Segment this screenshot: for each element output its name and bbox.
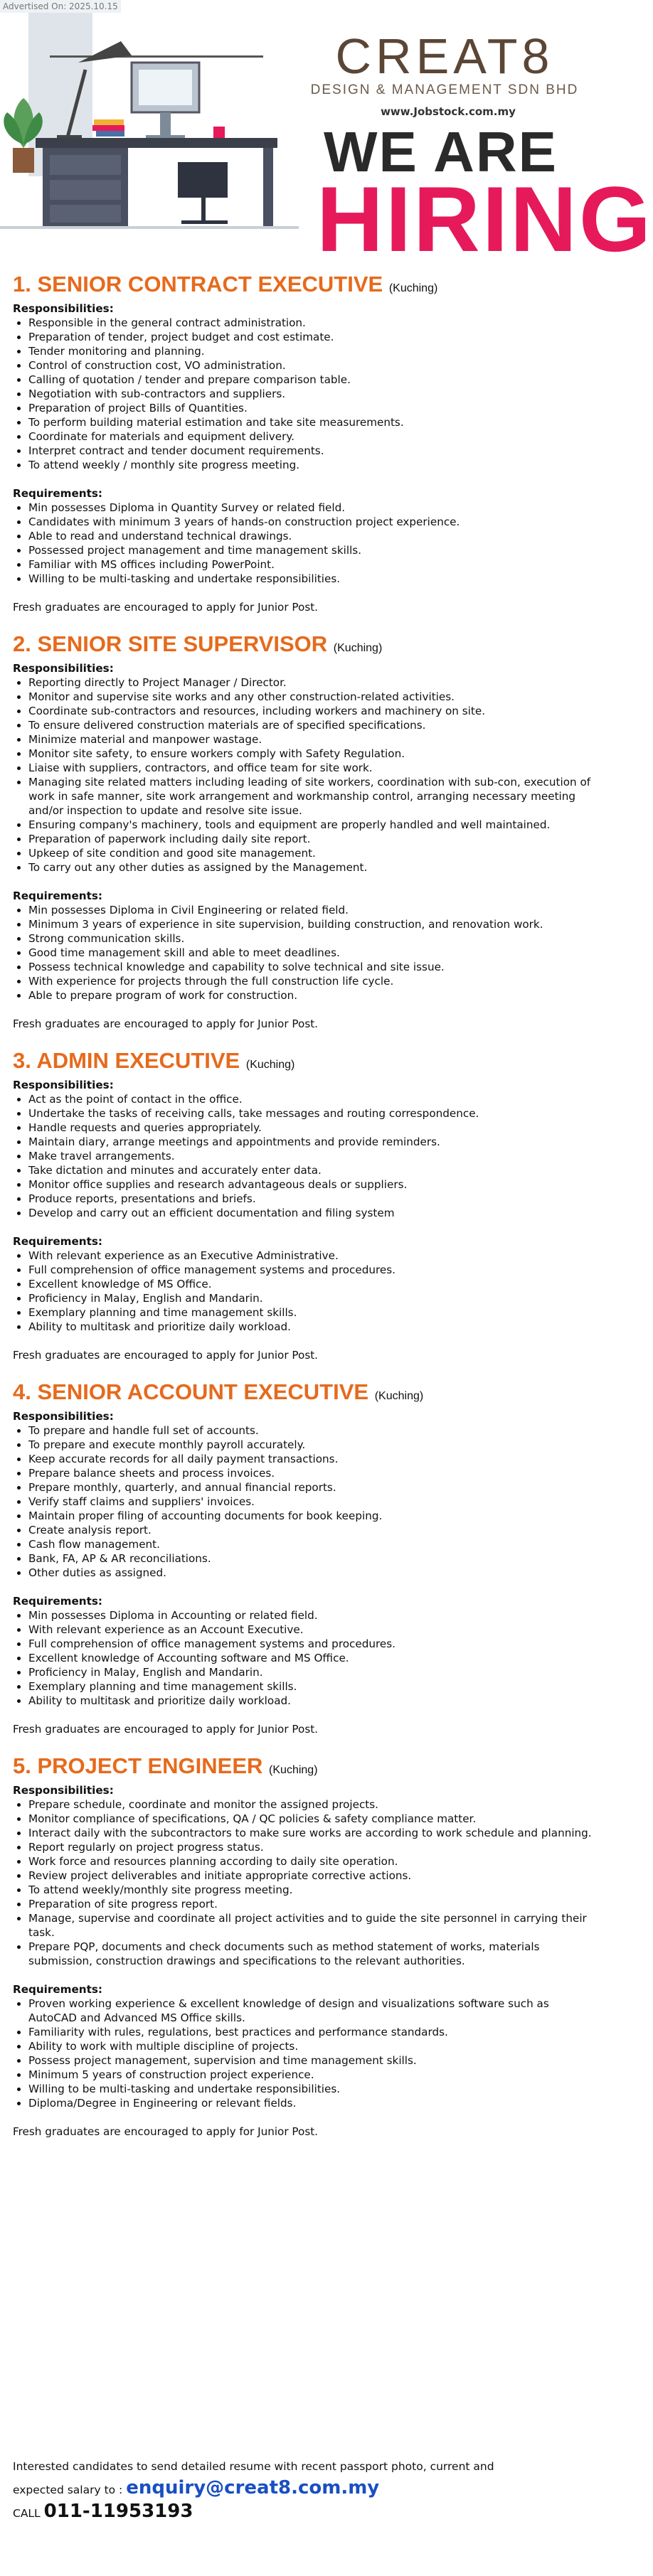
requirements-label: Requirements: [13,1595,102,1608]
list-item: • Interact daily with the subcontractors to make sure works are according to work schedule and planning. [28,1826,596,1840]
list-item: • Prepare schedule, coordinate and monitor the assigned projects. [28,1797,596,1812]
list-item: • Preparation of tender, project budget and cost estimate. [28,330,596,344]
apply-instructions: Interested candidates to send detailed resume with recent passport photo, current and [13,2460,494,2473]
responsibilities-list [13,1092,596,1220]
advertised-date: Advertised On: 2025.10.15 [0,0,121,13]
list-item: • Other duties as assigned. [28,1566,596,1580]
responsibilities-list [13,675,596,875]
list-item: • Create analysis report. [28,1523,596,1537]
call-line [13,2501,596,2524]
list-item: • Tender monitoring and planning. [28,344,596,358]
list-item: • Bank, FA, AP & AR reconciliations. [28,1551,596,1566]
list-item: • To prepare and execute monthly payroll accurately. [28,1438,596,1452]
list-item: • Monitor office supplies and research advantageous deals or suppliers. [28,1177,596,1192]
list-item: • Cash flow management. [28,1537,596,1551]
list-item: • Act as the point of contact in the office. [28,1092,596,1106]
job-title: 1. SENIOR CONTRACT EXECUTIVE (Kuching) [13,272,438,296]
list-item: • Monitor compliance of specifications, QA / QC policies & safety compliance matter. [28,1812,596,1826]
list-item: • Coordinate for materials and equipment delivery. [28,429,596,444]
list-item: • Control of construction cost, VO administration. [28,358,596,373]
list-item: • To attend weekly / monthly site progress meeting. [28,458,596,472]
requirements-list [13,903,596,1003]
list-item: • Good time management skill and able to meet deadlines. [28,946,596,960]
job-title: 2. SENIOR SITE SUPERVISOR (Kuching) [13,631,383,656]
list-item: • Able to read and understand technical drawings. [28,529,596,543]
responsibilities-label: Responsibilities: [13,302,114,315]
job-title: 4. SENIOR ACCOUNT EXECUTIVE (Kuching) [13,1379,424,1404]
list-item: • Take dictation and minutes and accurately enter data. [28,1163,596,1177]
list-item: • Proficiency in Malay, English and Mandarin. [28,1665,596,1679]
banner-hiring: HIRING [317,167,653,271]
list-item: • Prepare monthly, quarterly, and annual financial reports. [28,1480,596,1495]
list-item: • Proven working experience & excellent knowledge of design and visualizations software such as AutoCAD and Advanced MS Office skills. [28,1997,596,2025]
fresh-graduates-note: Fresh graduates are encouraged to apply for Junior Post. [13,601,319,614]
office-desk-illustration [0,13,299,247]
list-item: • Min possesses Diploma in Quantity Survey or related field. [28,501,596,515]
list-item: • Familiarity with rules, regulations, best practices and performance standards. [28,2025,596,2039]
list-item: • Min possesses Diploma in Civil Engineering or related field. [28,903,596,917]
list-item: • Minimum 3 years of experience in site supervision, building construction, and renovation work. [28,917,596,931]
list-item: • Negotiation with sub-contractors and suppliers. [28,387,596,401]
list-item: • Full comprehension of office management systems and procedures. [28,1263,596,1277]
salary-line [13,2477,596,2501]
job-section [13,1753,596,2139]
list-item: • Maintain diary, arrange meetings and appointments and provide reminders. [28,1135,596,1149]
list-item: • Possess technical knowledge and capability to solve technical and site issue. [28,960,596,974]
requirements-label: Requirements: [13,1235,102,1248]
list-item: • Prepare PQP, documents and check documents such as method statement of works, materials submission, construction drawings and specifications to the relevant authorities. [28,1940,596,1968]
responsibilities-label: Responsibilities: [13,1784,114,1797]
list-item: • To carry out any other duties as assigned by the Management. [28,860,596,875]
list-item: • Candidates with minimum 3 years of hands-on construction project experience. [28,515,596,529]
list-item: • Coordinate sub-contractors and resources, including workers and machinery on site. [28,704,596,718]
list-item: • Possess project management, supervision and time management skills. [28,2053,596,2068]
list-item: • Ability to multitask and prioritize daily workload. [28,1694,596,1708]
list-item: • Develop and carry out an efficient documentation and filing system [28,1206,596,1220]
list-item: • With relevant experience as an Account Executive. [28,1623,596,1637]
requirements-label: Requirements: [13,889,102,902]
responsibilities-list [13,316,596,472]
list-item: • Produce reports, presentations and briefs. [28,1192,596,1206]
list-item: • Minimize material and manpower wastage. [28,732,596,747]
fresh-graduates-note: Fresh graduates are encouraged to apply for Junior Post. [13,1349,319,1362]
list-item: • To perform building material estimation and take site measurements. [28,415,596,429]
list-item: • Willing to be multi-tasking and undertake responsibilities. [28,2082,596,2096]
list-item: • Familiar with MS offices including PowerPoint. [28,557,596,572]
list-item: • Verify staff claims and suppliers' invoices. [28,1495,596,1509]
list-item: • Exemplary planning and time management skills. [28,1679,596,1694]
list-item: • Preparation of project Bills of Quantities. [28,401,596,415]
list-item: • With experience for projects through the full construction life cycle. [28,974,596,988]
list-item: • To ensure delivered construction materials are of specified specifications. [28,718,596,732]
phone-number[interactable]: 011-11953193 [43,2501,193,2522]
salary-prefix: expected salary to : [13,2484,123,2496]
company-logo [295,28,594,98]
requirements-list [13,1249,596,1334]
company-brand: CREAT8 [335,28,554,84]
job-section [13,1048,596,1362]
list-item: • Able to prepare program of work for construction. [28,988,596,1003]
list-item: • Excellent knowledge of Accounting software and MS Office. [28,1651,596,1665]
list-item: • Ability to work with multiple discipline of projects. [28,2039,596,2053]
job-section [13,631,596,1031]
email-link[interactable]: enquiry@creat8.com.my [126,2477,380,2498]
list-item: • Proficiency in Malay, English and Mandarin. [28,1291,596,1305]
list-item: • Possessed project management and time management skills. [28,543,596,557]
list-item: • Ensuring company's machinery, tools and equipment are properly handled and well maintained. [28,818,596,832]
list-item: • With relevant experience as an Executive Administrative. [28,1249,596,1263]
job-listings [13,255,596,2139]
list-item: • Strong communication skills. [28,931,596,946]
fresh-graduates-note: Fresh graduates are encouraged to apply for Junior Post. [13,1723,319,1736]
requirements-list [13,501,596,586]
hero-banner [0,13,653,271]
list-item: • Maintain proper filing of accounting documents for book keeping. [28,1509,596,1523]
list-item: • Keep accurate records for all daily payment transactions. [28,1452,596,1466]
company-subtitle: DESIGN & MANAGEMENT SDN BHD [310,82,579,97]
job-title: 3. ADMIN EXECUTIVE (Kuching) [13,1048,295,1073]
list-item: • Monitor and supervise site works and any other construction-related activities. [28,690,596,704]
list-item: • Full comprehension of office management systems and procedures. [28,1637,596,1651]
list-item: • Review project deliverables and initiate appropriate corrective actions. [28,1869,596,1883]
requirements-list [13,1608,596,1708]
list-item: • To prepare and handle full set of accounts. [28,1423,596,1438]
responsibilities-list [13,1423,596,1580]
responsibilities-label: Responsibilities: [13,1410,114,1423]
jobstock-site: www.Jobstock.com.my [381,105,516,118]
fresh-graduates-note: Fresh graduates are encouraged to apply for Junior Post. [13,1017,319,1030]
requirements-label: Requirements: [13,487,102,500]
list-item: • Liaise with suppliers, contractors, and office team for site work. [28,761,596,775]
job-section [13,1379,596,1736]
call-label: CALL [13,2507,41,2520]
list-item: • Responsible in the general contract administration. [28,316,596,330]
list-item: • Calling of quotation / tender and prepare comparison table. [28,373,596,387]
list-item: • Min possesses Diploma in Accounting or related field. [28,1608,596,1623]
fresh-graduates-note: Fresh graduates are encouraged to apply for Junior Post. [13,2125,319,2138]
list-item: • Willing to be multi-tasking and undertake responsibilities. [28,572,596,586]
list-item: • Ability to multitask and prioritize daily workload. [28,1320,596,1334]
job-title: 5. PROJECT ENGINEER (Kuching) [13,1753,318,1778]
list-item: • Excellent knowledge of MS Office. [28,1277,596,1291]
list-item: • Upkeep of site condition and good site management. [28,846,596,860]
responsibilities-label: Responsibilities: [13,662,114,675]
list-item: • Work force and resources planning according to daily site operation. [28,1854,596,1869]
requirements-list [13,1997,596,2110]
list-item: • Reporting directly to Project Manager / Director. [28,675,596,690]
list-item: • Exemplary planning and time management skills. [28,1305,596,1320]
list-item: • Interpret contract and tender document requirements. [28,444,596,458]
list-item: • Prepare balance sheets and process invoices. [28,1466,596,1480]
list-item: • Diploma/Degree in Engineering or relevant fields. [28,2096,596,2110]
job-section [13,272,596,614]
list-item: • Undertake the tasks of receiving calls, take messages and routing correspondence. [28,1106,596,1121]
list-item: • Managing site related matters including leading of site workers, coordination with sub-con, execution of work in safe manner, site work arrangement and workmanship control, arranging necessary meeting and/or inspection to update and resolve site issue. [28,775,596,818]
list-item: • Preparation of site progress report. [28,1897,596,1911]
responsibilities-list [13,1797,596,1968]
list-item: • Make travel arrangements. [28,1149,596,1163]
banner-we-are: WE ARE [324,120,558,183]
list-item: • To attend weekly/monthly site progress meeting. [28,1883,596,1897]
list-item: • Minimum 5 years of construction project experience. [28,2068,596,2082]
list-item: • Handle requests and queries appropriately. [28,1121,596,1135]
list-item: • Report regularly on project progress status. [28,1840,596,1854]
list-item: • Preparation of paperwork including daily site report. [28,832,596,846]
contact-footer [13,2456,596,2524]
list-item: • Monitor site safety, to ensure workers comply with Safety Regulation. [28,747,596,761]
responsibilities-label: Responsibilities: [13,1079,114,1091]
requirements-label: Requirements: [13,1983,102,1996]
list-item: • Manage, supervise and coordinate all project activities and to guide the site personnel in carrying their task. [28,1911,596,1940]
